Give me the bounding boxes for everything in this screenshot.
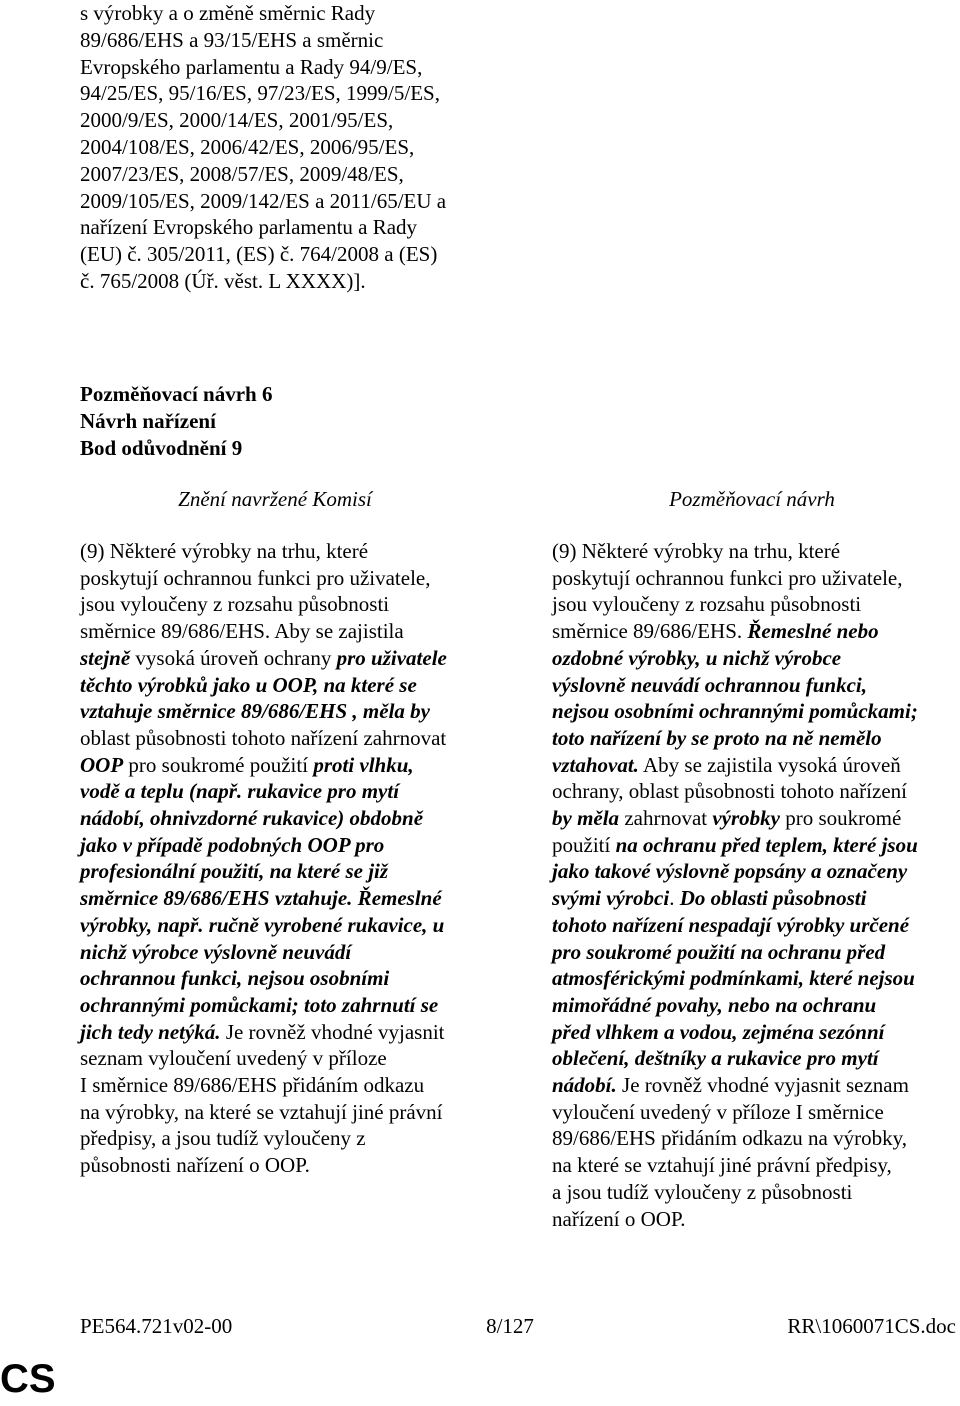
text-line [552,752,960,779]
amendment-column-title: Pozměňovací návrh [669,487,835,511]
text-line [552,1099,960,1126]
text-span: I směrnice 89/686/EHS přidáním odkazu [80,1073,425,1098]
text-span: poskytují ochrannou funkci pro uživatele, [552,565,903,590]
text-line [80,965,490,992]
text-line [552,939,960,966]
text-line [80,805,490,832]
text-span: směrnice 89/686/EHS. Aby se zajistila [80,619,404,644]
text-span: nařízení o OOP. [552,1206,686,1231]
text-line [80,725,490,752]
text-line [80,912,490,939]
amended-text-span: jich tedy netýká. [80,1019,221,1044]
text-line [80,939,490,966]
amended-text-span: Řemeslné nebo [747,619,879,644]
text-span: použití [552,832,616,857]
text-line [80,565,490,592]
amended-text-span: Do oblasti působnosti [679,886,867,911]
recital-label: Bod odůvodnění 9 [80,436,243,460]
text-span: seznam vyloučení uvedený v příloze [80,1046,387,1071]
amended-text-span: výslovně neuvádí ochrannou funkci, [552,672,868,697]
intro-line: Evropského parlamentu a Rady 94/9/ES, [80,54,423,79]
text-line [80,858,490,885]
text-span: pro soukromé [780,806,902,831]
text-line [552,1045,960,1072]
text-line [80,698,490,725]
amended-text-span: ochrannou funkci, nejsou osobními [80,966,390,991]
text-span: poskytují ochrannou funkci pro uživatele, [80,565,431,590]
text-line [552,1206,960,1233]
footer-page-number: 8/127 [486,1314,534,1338]
footer-doc-ref: PE564.721v02-00 [80,1314,233,1338]
text-span: a jsou tudíž vyloučeny z působnosti [552,1179,853,1204]
proposal-label: Návrh nařízení [80,409,216,433]
text-span: (9) Některé výrobky na trhu, které [552,539,841,563]
text-span: Aby se zajistila vysoká úroveň [638,752,901,777]
text-line [80,1152,490,1179]
commission-text-title: Znění navržené Komisí [178,487,372,511]
text-line [80,778,490,805]
text-line [80,672,490,699]
text-line [80,1019,490,1046]
text-line [80,538,490,565]
text-line [552,805,960,832]
amended-text-span: atmosférickými podmínkami, které nejsou [552,966,915,991]
text-span: pro soukromé použití [123,752,314,777]
amended-text-span: výrobky [712,806,780,831]
text-span: ochrany, oblast působnosti tohoto nařízení [552,779,907,804]
text-span: zahrnovat [619,806,713,831]
text-line [80,1045,490,1072]
text-line [552,992,960,1019]
text-span: na výrobky, na které se vztahují jiné právní [80,1099,443,1124]
amended-text-span: vztahuje směrnice 89/686/EHS , měla by [80,699,430,724]
text-line [552,1125,960,1152]
text-line [552,725,960,752]
text-line [552,618,960,645]
amended-text-span: nejsou osobními ochrannými pomůckami; [552,699,918,724]
amended-text-span: ochrannými pomůckami; toto zahrnutí se [80,992,439,1017]
text-line [552,832,960,859]
amended-text-span: by měla [552,806,620,831]
intro-line: 2009/105/ES, 2009/142/ES a 2011/65/EU a [80,188,447,213]
text-line [552,885,960,912]
amended-text-span: svými výrobci [552,886,670,911]
text-span: Je rovněž vhodné vyjasnit [220,1019,445,1044]
amended-text-span: před vlhkem a vodou, zejména sezónní [552,1019,885,1044]
text-line [80,591,490,618]
text-line [80,992,490,1019]
intro-line: (EU) č. 305/2011, (ES) č. 764/2008 a (ES) [80,242,438,267]
amended-text-span: jako takové výslovně popsány a označeny [552,859,908,884]
text-line [552,591,960,618]
amended-text-span: směrnice 89/686/EHS vztahuje. Řemeslné [80,886,442,911]
text-span: na které se vztahují jiné právní předpisy, [552,1153,892,1178]
amended-text-span: toto nařízení by se proto na ně nemělo [552,725,882,750]
amended-text-span: výrobky, např. ručně vyrobené rukavice, u [80,912,445,937]
commission-text-column [80,538,490,1179]
text-line [552,778,960,805]
intro-line: s výrobky a o změně směrnic Rady [80,1,376,25]
text-span: jsou vyloučeny z rozsahu působnosti [80,592,390,617]
amended-text-span: ozdobné výrobky, u nichž výrobce [552,645,842,670]
intro-line: 2000/9/ES, 2000/14/ES, 2001/95/ES, [80,108,394,133]
text-line [552,698,960,725]
amendment-number: Pozměňovací návrh 6 [80,382,273,406]
amended-text-span: jako v případě podobných OOP pro [80,832,385,857]
text-line [80,618,490,645]
text-line [552,1179,960,1206]
text-span: vysoká úroveň ochrany [130,645,337,670]
text-line [552,912,960,939]
text-line [552,672,960,699]
amended-text-span: OOP [80,752,124,777]
text-span: působnosti nařízení o OOP. [80,1153,310,1178]
amended-text-span: nichž výrobce výslovně neuvádí [80,939,352,964]
amended-text-span: pro soukromé použití na ochranu před [552,939,886,964]
text-line [80,885,490,912]
amended-text-span: stejně [80,645,131,670]
text-span: směrnice 89/686/EHS. [552,619,748,644]
amended-text-span: vodě a teplu (např. [80,779,243,804]
text-line [552,1152,960,1179]
amended-text-span: nádobí. [552,1073,617,1098]
text-span: 89/686/EHS přidáním odkazu na výrobky, [552,1126,908,1151]
text-line [552,1072,960,1099]
text-line [552,565,960,592]
amended-text-span: mimořádné povahy, nebo na ochranu [552,992,877,1017]
text-span: oblast působnosti tohoto nařízení zahrnovat [80,725,447,750]
text-span: vyloučení uvedený v příloze I směrnice [552,1099,884,1124]
amendment-heading [80,381,272,462]
text-span: Je rovněž vhodné vyjasnit seznam [616,1073,909,1098]
text-line [80,1125,490,1152]
intro-line: č. 765/2008 (Úř. věst. L XXXX)]. [80,268,366,293]
text-line [552,858,960,885]
text-span: jsou vyloučeny z rozsahu působnosti [552,592,862,617]
intro-line: 2007/23/ES, 2008/57/ES, 2009/48/ES, [80,161,404,186]
amended-text-span: těchto výrobků jako u OOP, na které se [80,672,417,697]
text-line [80,752,490,779]
text-line [80,832,490,859]
amended-text-span: nádobí, ohnivzdorné rukavice) obdobně [80,806,424,831]
amended-text-span: na ochranu před teplem, které jsou [615,832,918,857]
amended-text-span: vztahovat. [552,752,639,777]
intro-line: 2004/108/ES, 2006/42/ES, 2006/95/ES, [80,134,415,159]
text-line [80,645,490,672]
footer-file-name: RR\1060071CS.doc [787,1314,956,1338]
intro-line: nařízení Evropského parlamentu a Rady [80,215,418,240]
text-span: (9) Některé výrobky na trhu, které [80,539,369,563]
language-code: CS [0,1357,56,1401]
text-line [552,645,960,672]
amended-text-span: proti vlhku, [313,752,414,777]
intro-line: 89/686/EHS a 93/15/EHS a směrnic [80,27,384,52]
amended-text-span: oblečení, deštníky a rukavice pro mytí [552,1046,879,1071]
text-span: . [669,886,680,911]
intro-line: 94/25/ES, 95/16/ES, 97/23/ES, 1999/5/ES, [80,81,440,106]
amended-text-span: pro uživatele [336,645,447,670]
text-line [552,1019,960,1046]
text-span: předpisy, a jsou tudíž vyloučeny z [80,1126,366,1151]
amended-text-span: profesionální použití, na které se již [80,859,389,884]
text-line [552,538,960,565]
amended-text-span: tohoto nařízení nespadají výrobky určené [552,912,910,937]
text-line [80,1072,490,1099]
intro-text [80,0,520,295]
amended-text-span: rukavice pro mytí [242,779,400,804]
text-line [80,1099,490,1126]
text-line [552,965,960,992]
amendment-text-column [552,538,960,1232]
